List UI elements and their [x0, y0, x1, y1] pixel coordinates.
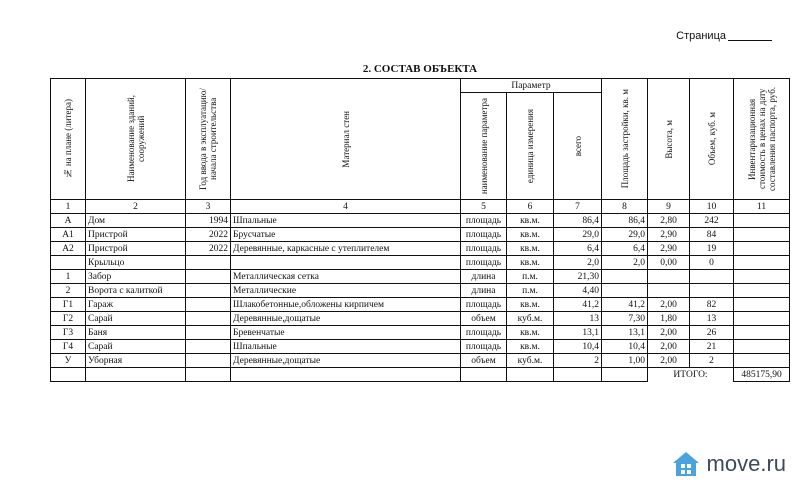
- row-param: площадь: [461, 326, 507, 340]
- header-lit: № на плане (литера): [51, 79, 86, 200]
- row-lit: [51, 256, 86, 270]
- row-param: длина: [461, 284, 507, 298]
- row-material: Шпальные: [231, 340, 461, 354]
- row-unit: куб.м.: [507, 354, 554, 368]
- row-param: площадь: [461, 298, 507, 312]
- row-name: Забор: [86, 270, 186, 284]
- header-material: Материал стен: [231, 79, 461, 200]
- table-row: [51, 298, 790, 312]
- page-number-label: Страница: [676, 30, 772, 42]
- house-logo-icon: [671, 450, 701, 478]
- col-number: 7: [554, 200, 602, 214]
- row-material: Брусчатые: [231, 228, 461, 242]
- table-body: [51, 214, 790, 368]
- row-area: 7,30: [602, 312, 648, 326]
- row-unit: кв.м.: [507, 228, 554, 242]
- row-cost: [734, 228, 790, 242]
- row-material: Деревянные, каркасные с утеплителем: [231, 242, 461, 256]
- row-volume: 0: [690, 256, 734, 270]
- table-row: [51, 354, 790, 368]
- row-year: 1994: [186, 214, 231, 228]
- row-name: Баня: [86, 326, 186, 340]
- row-height: 1,80: [648, 312, 690, 326]
- section-title: 2. СОСТАВ ОБЪЕКТА: [362, 63, 478, 75]
- row-volume: [690, 270, 734, 284]
- col-number: 10: [690, 200, 734, 214]
- row-lit: Г2: [51, 312, 86, 326]
- row-year: [186, 312, 231, 326]
- table-row: [51, 256, 790, 270]
- row-height: 0,00: [648, 256, 690, 270]
- header-total: всего: [554, 93, 602, 200]
- col-number: 6: [507, 200, 554, 214]
- table-row: [51, 312, 790, 326]
- row-param: длина: [461, 270, 507, 284]
- column-number-row: [51, 200, 790, 214]
- table-row: [51, 214, 790, 228]
- table-row: [51, 228, 790, 242]
- row-height: 2,90: [648, 228, 690, 242]
- row-area: [602, 270, 648, 284]
- row-volume: 21: [690, 340, 734, 354]
- row-material: Бревенчатые: [231, 326, 461, 340]
- row-total: 86,4: [554, 214, 602, 228]
- row-lit: Г3: [51, 326, 86, 340]
- col-number: 1: [51, 200, 86, 214]
- row-total: 13: [554, 312, 602, 326]
- row-name: Пристрой: [86, 228, 186, 242]
- col-number: 8: [602, 200, 648, 214]
- row-name: Крыльцо: [86, 256, 186, 270]
- row-material: Металлические: [231, 284, 461, 298]
- row-param: площадь: [461, 228, 507, 242]
- row-area: 13,1: [602, 326, 648, 340]
- row-total: 2,0: [554, 256, 602, 270]
- row-volume: 26: [690, 326, 734, 340]
- row-area: 6,4: [602, 242, 648, 256]
- row-name: Гараж: [86, 298, 186, 312]
- table-row: [51, 340, 790, 354]
- row-param: площадь: [461, 214, 507, 228]
- row-year: [186, 270, 231, 284]
- row-material: Шлакобетонные,обложены кирпичем: [231, 298, 461, 312]
- table-row: [51, 242, 790, 256]
- row-volume: 19: [690, 242, 734, 256]
- row-year: [186, 284, 231, 298]
- table-row: [51, 270, 790, 284]
- col-number: 9: [648, 200, 690, 214]
- row-cost: [734, 340, 790, 354]
- col-number: 11: [734, 200, 790, 214]
- col-number: 4: [231, 200, 461, 214]
- col-number: 3: [186, 200, 231, 214]
- watermark-text: move.ru: [706, 451, 786, 476]
- header-year: Год ввода в эксплуатацию/начала строительства: [186, 79, 231, 200]
- row-lit: А: [51, 214, 86, 228]
- row-total: 6,4: [554, 242, 602, 256]
- row-volume: 242: [690, 214, 734, 228]
- row-lit: 2: [51, 284, 86, 298]
- row-area: 2,0: [602, 256, 648, 270]
- header-area: Площадь застройки, кв. м: [602, 79, 648, 200]
- row-unit: кв.м.: [507, 256, 554, 270]
- row-total: 41,2: [554, 298, 602, 312]
- row-unit: куб.м.: [507, 312, 554, 326]
- row-height: 2,00: [648, 340, 690, 354]
- move-ru-watermark: [671, 450, 786, 478]
- row-height: [648, 270, 690, 284]
- row-volume: [690, 284, 734, 298]
- row-lit: А2: [51, 242, 86, 256]
- row-unit: кв.м.: [507, 298, 554, 312]
- row-volume: 84: [690, 228, 734, 242]
- row-height: 2,80: [648, 214, 690, 228]
- row-name: Сарай: [86, 312, 186, 326]
- row-unit: кв.м.: [507, 214, 554, 228]
- row-total: 4,40: [554, 284, 602, 298]
- row-cost: [734, 354, 790, 368]
- row-height: [648, 284, 690, 298]
- col-number: 5: [461, 200, 507, 214]
- row-param: площадь: [461, 242, 507, 256]
- row-volume: 13: [690, 312, 734, 326]
- row-lit: 1: [51, 270, 86, 284]
- row-cost: [734, 298, 790, 312]
- table-row: [51, 284, 790, 298]
- total-row: [51, 368, 790, 382]
- row-unit: п.м.: [507, 270, 554, 284]
- table-row: [51, 326, 790, 340]
- row-unit: кв.м.: [507, 242, 554, 256]
- row-area: 1,00: [602, 354, 648, 368]
- row-area: 86,4: [602, 214, 648, 228]
- row-year: 2022: [186, 228, 231, 242]
- row-year: [186, 298, 231, 312]
- row-year: [186, 354, 231, 368]
- header-param-group: Параметр: [461, 79, 602, 93]
- header-param-name: наименование параметра: [461, 93, 507, 200]
- row-material: Шпальные: [231, 214, 461, 228]
- object-composition-table: [50, 78, 790, 382]
- row-cost: [734, 242, 790, 256]
- row-unit: п.м.: [507, 284, 554, 298]
- row-unit: кв.м.: [507, 326, 554, 340]
- row-unit: кв.м.: [507, 340, 554, 354]
- row-material: Металлическая сетка: [231, 270, 461, 284]
- row-volume: 2: [690, 354, 734, 368]
- col-number: 2: [86, 200, 186, 214]
- row-name: Сарай: [86, 340, 186, 354]
- row-area: 10,4: [602, 340, 648, 354]
- row-material: Деревянные,дощатые: [231, 354, 461, 368]
- row-volume: 82: [690, 298, 734, 312]
- row-area: 41,2: [602, 298, 648, 312]
- row-material: Деревянные,дощатые: [231, 312, 461, 326]
- row-cost: [734, 214, 790, 228]
- row-cost: [734, 256, 790, 270]
- row-height: 2,00: [648, 298, 690, 312]
- header-cost: Инвентаризационная стоимость в ценах на дату составления паспорта, руб.: [734, 79, 790, 200]
- header-height: Высота, м: [648, 79, 690, 200]
- row-lit: Г4: [51, 340, 86, 354]
- row-cost: [734, 270, 790, 284]
- row-lit: А1: [51, 228, 86, 242]
- row-param: площадь: [461, 256, 507, 270]
- row-param: объем: [461, 312, 507, 326]
- row-year: [186, 326, 231, 340]
- row-height: 2,90: [648, 242, 690, 256]
- row-total: 10,4: [554, 340, 602, 354]
- row-material: [231, 256, 461, 270]
- row-name: Дом: [86, 214, 186, 228]
- header-volume: Объем, куб. м: [690, 79, 734, 200]
- row-lit: У: [51, 354, 86, 368]
- row-name: Пристрой: [86, 242, 186, 256]
- row-year: [186, 256, 231, 270]
- row-total: 29,0: [554, 228, 602, 242]
- total-value: 485175,90: [734, 368, 790, 382]
- row-height: 2,00: [648, 354, 690, 368]
- row-year: [186, 340, 231, 354]
- row-name: Ворота с калиткой: [86, 284, 186, 298]
- row-cost: [734, 312, 790, 326]
- row-lit: Г1: [51, 298, 86, 312]
- row-height: 2,00: [648, 326, 690, 340]
- total-label: ИТОГО:: [673, 369, 708, 380]
- row-total: 2: [554, 354, 602, 368]
- header-name: Наименование зданий, сооружений: [86, 79, 186, 200]
- row-name: Уборная: [86, 354, 186, 368]
- row-total: 13,1: [554, 326, 602, 340]
- row-param: площадь: [461, 340, 507, 354]
- row-area: [602, 284, 648, 298]
- row-param: объем: [461, 354, 507, 368]
- row-cost: [734, 326, 790, 340]
- header-unit: единица измерения: [507, 93, 554, 200]
- row-year: 2022: [186, 242, 231, 256]
- row-area: 29,0: [602, 228, 648, 242]
- row-cost: [734, 284, 790, 298]
- row-total: 21,30: [554, 270, 602, 284]
